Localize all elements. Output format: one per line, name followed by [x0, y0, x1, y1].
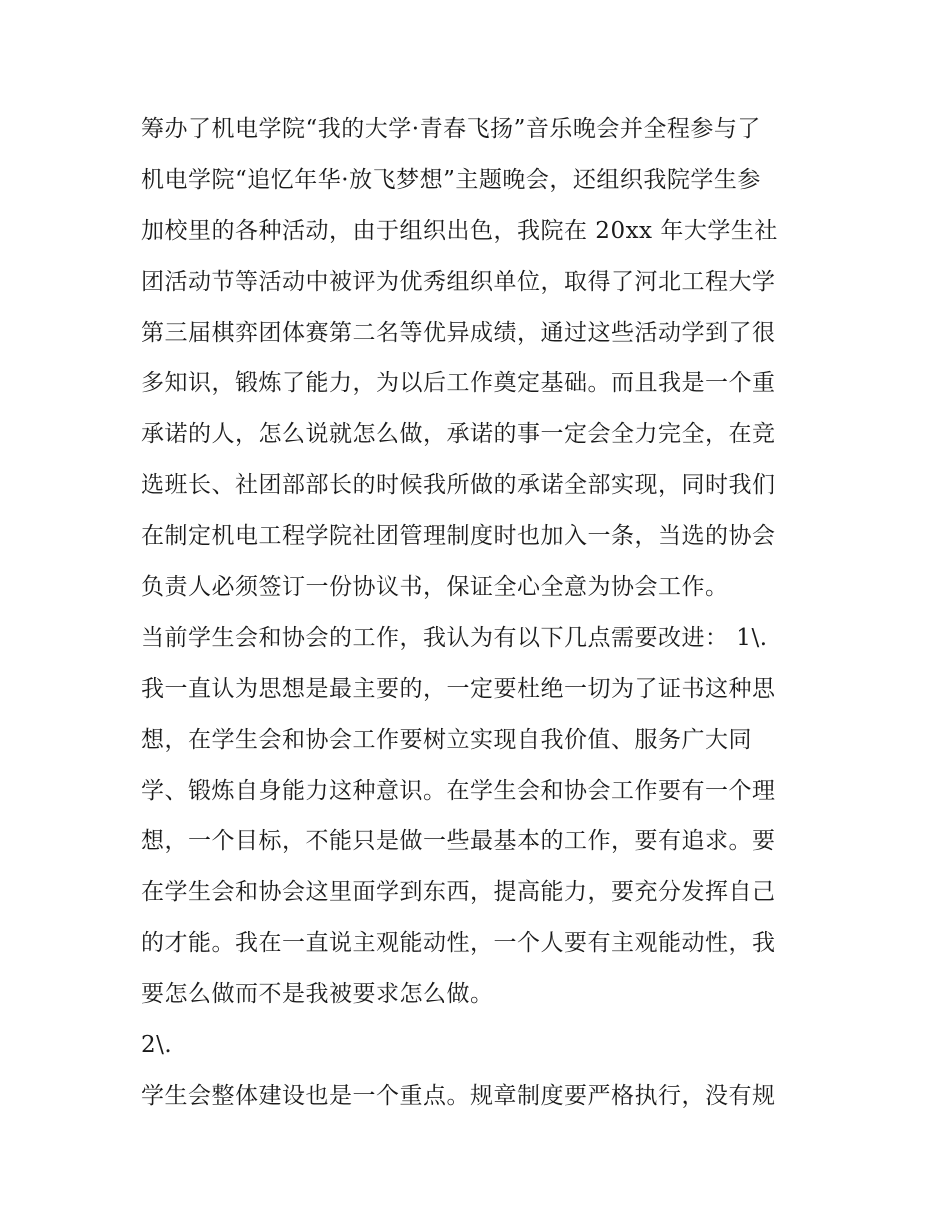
text-line: 要怎么做而不是我被要求怎么做。: [141, 981, 494, 1008]
text-line: 加校里的各种活动，由于组织出色，我院在 20xx 年大学生社: [141, 217, 778, 244]
text-line: 第三届棋弈团体赛第二名等优异成绩，通过这些活动学到了很: [141, 319, 776, 346]
text-line: 学生会整体建设也是一个重点。规章制度要严格执行，没有规: [141, 1082, 776, 1109]
text-line: 的才能。我在一直说主观能动性，一个人要有主观能动性，我: [141, 930, 776, 957]
text-line: 2\.: [141, 1032, 173, 1059]
text-line: 团活动节等活动中被评为优秀组织单位，取得了河北工程大学: [141, 268, 776, 295]
text-line: 我一直认为思想是最主要的，一定要杜绝一切为了证书这种思: [141, 675, 776, 702]
text-line: 多知识，锻炼了能力，为以后工作奠定基础。而且我是一个重: [141, 370, 776, 397]
text-line: 想，在学生会和协会工作要树立实现自我价值、服务广大同: [141, 726, 752, 753]
document-body: [141, 104, 821, 1122]
text-line: 承诺的人，怎么说就怎么做，承诺的事一定会全力完全，在竞: [141, 421, 776, 448]
text-line: 学、锻炼自身能力这种意识。在学生会和协会工作要有一个理: [141, 777, 776, 804]
text-line: 选班长、社团部部长的时候我所做的承诺全部实现，同时我们: [141, 472, 776, 499]
text-line: 筹办了机电学院“我的大学·青春飞扬”音乐晚会并全程参与了: [141, 116, 761, 142]
text-line: 想，一个目标，不能只是做一些最基本的工作，要有追求。要: [141, 828, 776, 855]
text-line: 当前学生会和协会的工作，我认为有以下几点需要改进： 1\.: [141, 624, 768, 651]
text-line: 负责人必须签订一份协议书，保证全心全意为协会工作。: [141, 574, 729, 601]
text-line: 机电学院“追忆年华·放飞梦想”主题晚会，还组织我院学生参: [141, 166, 761, 193]
text-line: 在学生会和协会这里面学到东西，提高能力，要充分发挥自己: [141, 879, 776, 906]
text-line: 在制定机电工程学院社团管理制度时也加入一条，当选的协会: [141, 523, 776, 550]
